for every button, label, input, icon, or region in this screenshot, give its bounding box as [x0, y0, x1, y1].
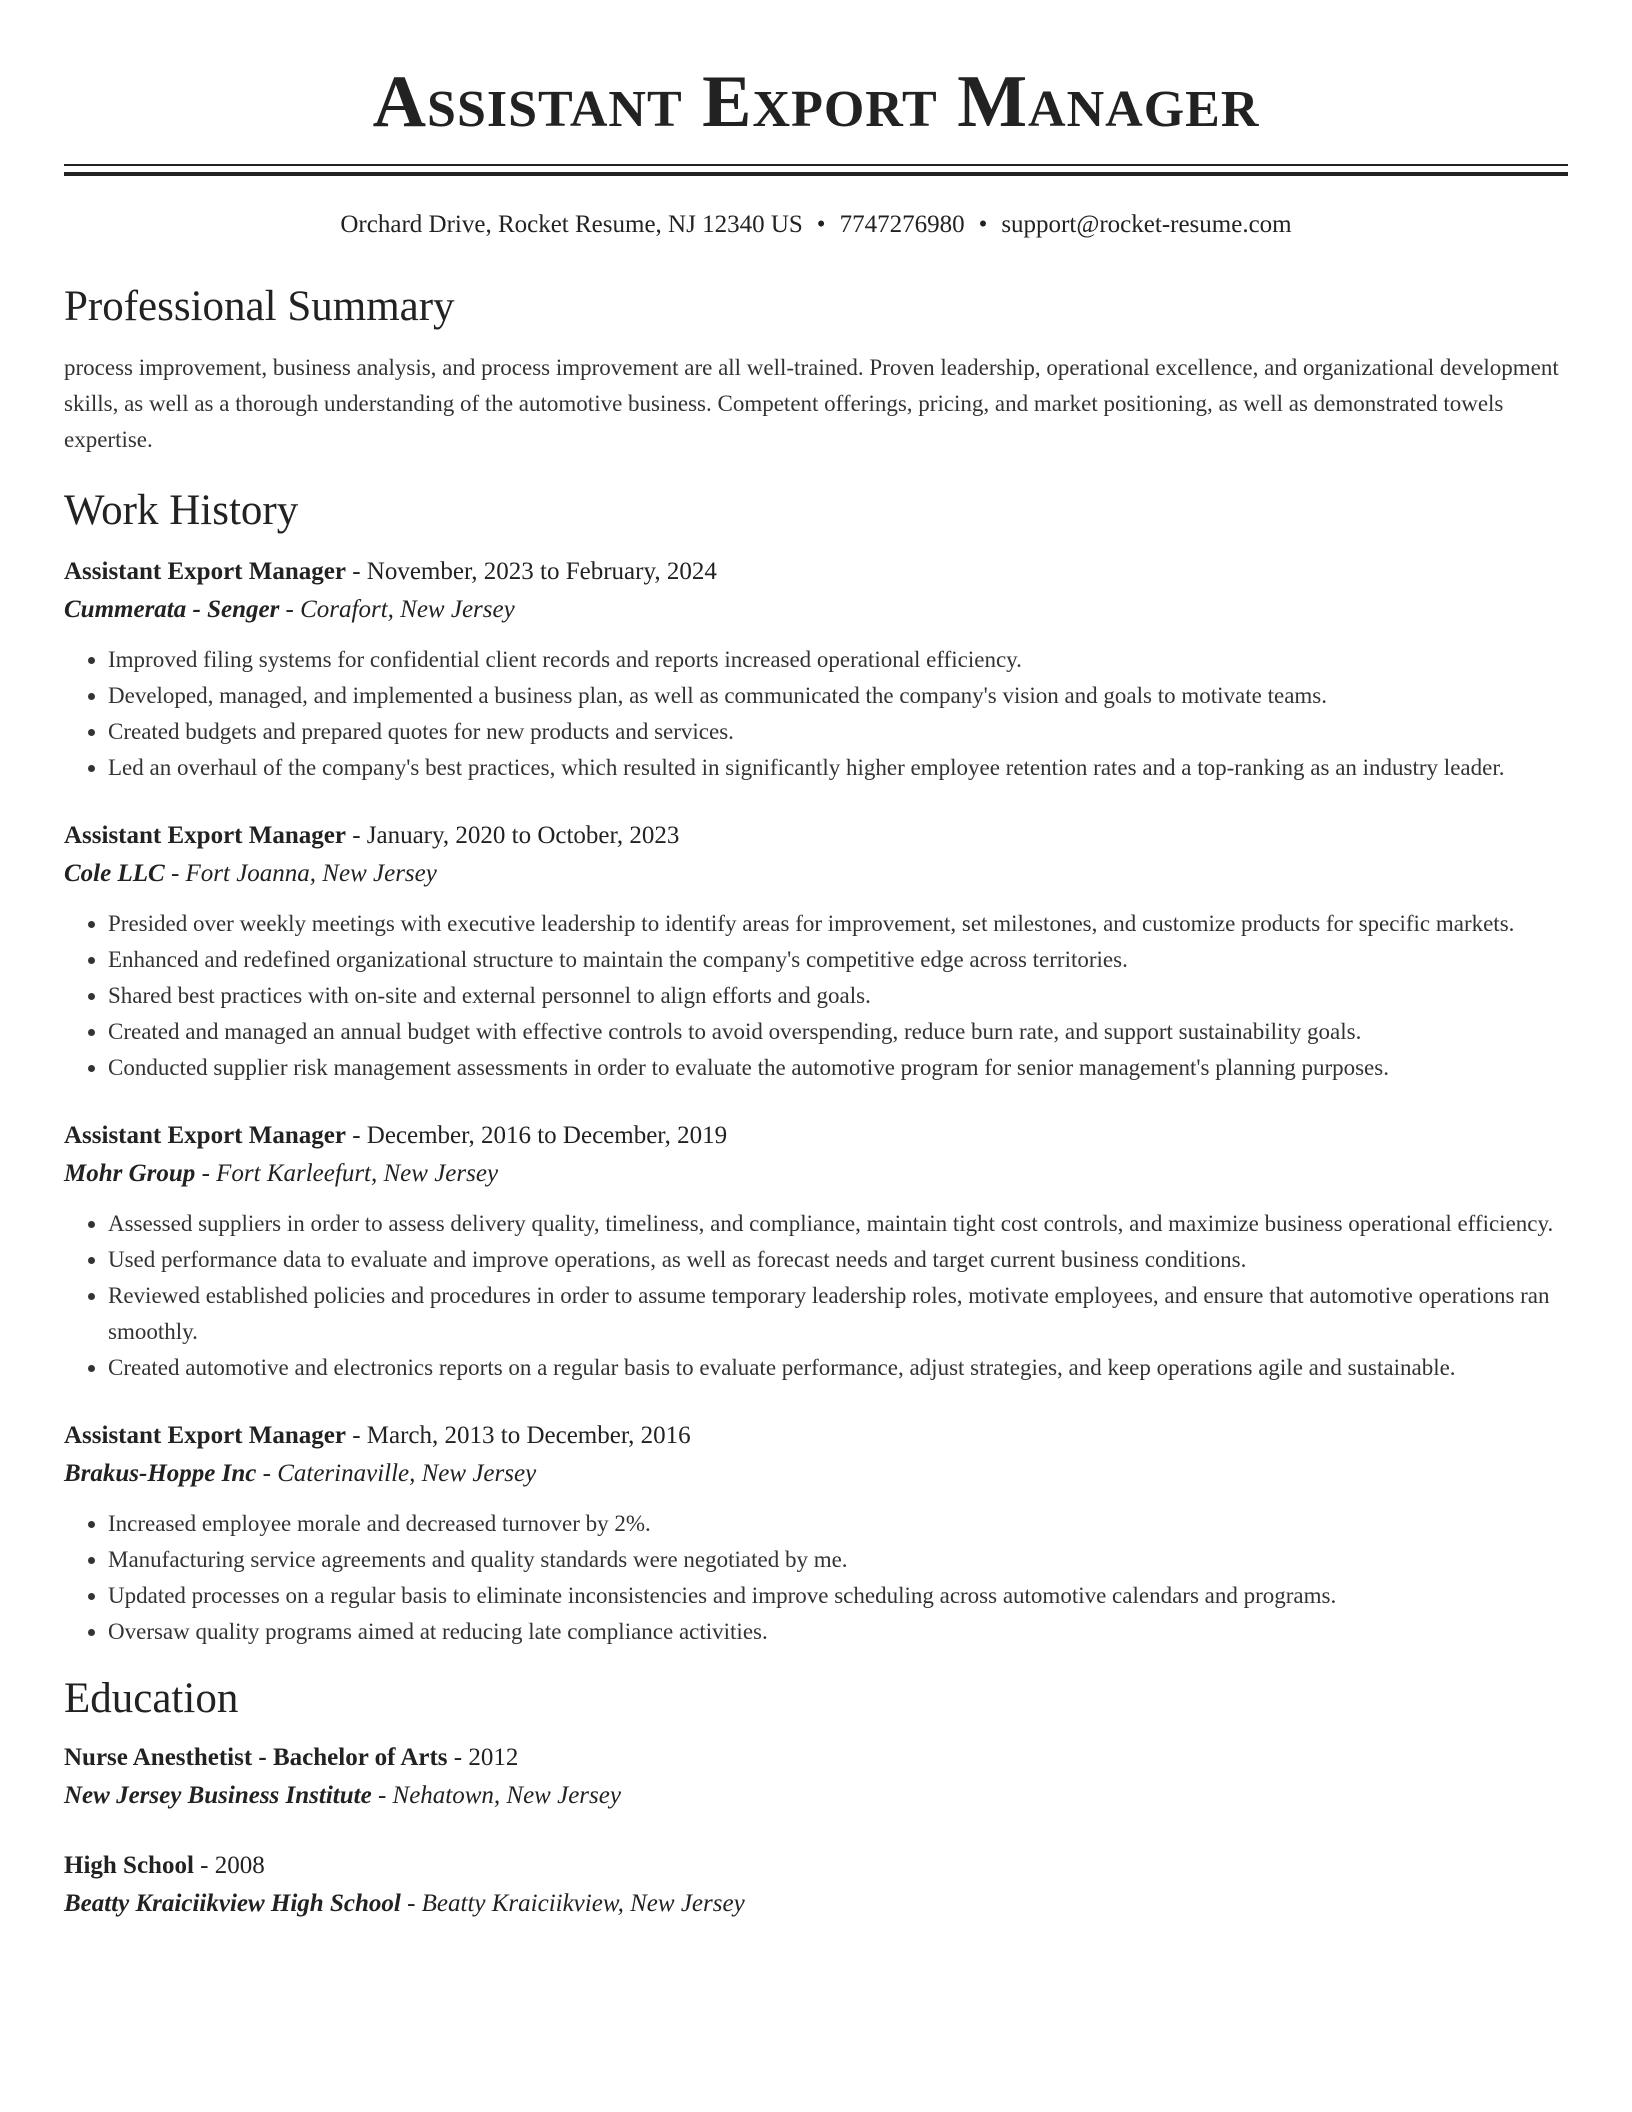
job-title: Assistant Export Manager	[64, 1422, 346, 1449]
job-company-line	[64, 854, 1568, 894]
education-entry	[64, 1740, 1568, 1816]
job-duty: • Created automotive and electronics reports on a regular basis to evaluate performance, adjust strategies, and keep operations agile and sustainable.	[108, 1350, 1568, 1386]
resume-title: Assistant Export Manager	[372, 61, 1260, 143]
job-duty: • Developed, managed, and implemented a business plan, as well as communicated the company's vision and goals to motivate teams.	[108, 678, 1568, 714]
education-degree-line	[64, 1740, 1568, 1776]
job-duty: • Created budgets and prepared quotes for new products and services.	[108, 714, 1568, 750]
job-title: Assistant Export Manager	[64, 1122, 346, 1149]
job-company-line	[64, 590, 1568, 630]
education-year: - 2008	[200, 1852, 265, 1879]
job-dates: - March, 2013 to December, 2016	[352, 1422, 691, 1449]
job-entry	[64, 1418, 1568, 1650]
job-dates: - November, 2023 to February, 2024	[352, 558, 717, 585]
education-degree: High School	[64, 1852, 194, 1879]
job-entry	[64, 818, 1568, 1086]
job-title-line	[64, 554, 1568, 590]
job-duty: • Improved filing systems for confidential client records and reports increased operational efficiency.	[108, 642, 1568, 678]
education-year: - 2012	[453, 1744, 519, 1771]
education-entry	[64, 1848, 1568, 1924]
education-degree: Nurse Anesthetist - Bachelor of Arts	[64, 1744, 448, 1771]
job-duty: • Reviewed established policies and procedures in order to assume temporary leadership roles, motivate employees, and ensure that automotive operations ran smoothly.	[108, 1278, 1568, 1350]
education-school: New Jersey Business Institute	[64, 1782, 372, 1809]
resume-page	[64, 0, 1568, 1924]
title-divider-thick	[64, 172, 1568, 176]
job-company-line	[64, 1454, 1568, 1494]
job-dates: - December, 2016 to December, 2019	[352, 1122, 728, 1149]
job-company: Cummerata - Senger	[64, 596, 280, 623]
job-dates: - January, 2020 to October, 2023	[352, 822, 680, 849]
job-entry	[64, 554, 1568, 786]
job-duty: • Conducted supplier risk management assessments in order to evaluate the automotive program for senior management's planning purposes.	[108, 1050, 1568, 1086]
job-location: - Fort Joanna, New Jersey	[170, 860, 437, 887]
job-duties-list	[64, 906, 1568, 1086]
job-duties-list	[64, 1506, 1568, 1650]
job-duty: • Assessed suppliers in order to assess delivery quality, timeliness, and compliance, maintain tight cost controls, and maximize business operational efficiency.	[108, 1206, 1568, 1242]
summary-text: process improvement, business analysis, and process improvement are all well-trained. Proven leadership, operational excellence, and organizational development skills, as well as a thorough understanding of the automotive business. Competent offerings, pricing, and market positioning, as well as demonstrated towels expertise.	[64, 355, 1559, 452]
job-duty: • Presided over weekly meetings with executive leadership to identify areas for improvement, set milestones, and customize products for specific markets.	[108, 906, 1568, 942]
job-company: Brakus-Hoppe Inc	[64, 1460, 257, 1487]
education-degree-line	[64, 1848, 1568, 1884]
job-entry	[64, 1118, 1568, 1386]
job-duty: • Manufacturing service agreements and quality standards were negotiated by me.	[108, 1542, 1568, 1578]
contact-line	[64, 210, 1568, 240]
job-duty: • Oversaw quality programs aimed at reducing late compliance activities.	[108, 1614, 1568, 1650]
education-location: - Beatty Kraiciikview, New Jersey	[407, 1890, 745, 1917]
job-duty: • Enhanced and redefined organizational structure to maintain the company's competitive edge across territories.	[108, 942, 1568, 978]
job-duties-list	[64, 642, 1568, 786]
job-duty: • Updated processes on a regular basis to eliminate inconsistencies and improve scheduling across automotive calendars and programs.	[108, 1578, 1568, 1614]
contact-phone: 7747276980	[839, 211, 965, 238]
contact-email[interactable]: support@rocket-resume.com	[1001, 211, 1292, 238]
education-school: Beatty Kraiciikview High School	[64, 1890, 401, 1917]
job-title: Assistant Export Manager	[64, 822, 346, 849]
job-location: - Caterinaville, New Jersey	[262, 1460, 537, 1487]
job-location: - Fort Karleefurt, New Jersey	[201, 1160, 499, 1187]
job-location: - Corafort, New Jersey	[285, 596, 515, 623]
job-title: Assistant Export Manager	[64, 558, 346, 585]
job-title-line	[64, 1418, 1568, 1454]
job-company: Cole LLC	[64, 860, 165, 887]
job-company: Mohr Group	[64, 1160, 196, 1187]
job-duty: • Used performance data to evaluate and improve operations, as well as forecast needs and target current business conditions.	[108, 1242, 1568, 1278]
summary-heading: Professional Summary	[64, 283, 455, 330]
title-divider-thin	[64, 164, 1568, 166]
job-duties-list	[64, 1206, 1568, 1386]
job-duty: • Led an overhaul of the company's best practices, which resulted in significantly higher employee retention rates and a top-ranking as an industry leader.	[108, 750, 1568, 786]
contact-separator: •	[978, 211, 988, 238]
job-company-line	[64, 1154, 1568, 1194]
job-duty: • Increased employee morale and decreased turnover by 2%.	[108, 1506, 1568, 1542]
job-duty: • Created and managed an annual budget with effective controls to avoid overspending, reduce burn rate, and support sustainability goals.	[108, 1014, 1568, 1050]
work-history-heading: Work History	[64, 487, 299, 534]
contact-separator: •	[816, 211, 826, 238]
education-location: - Nehatown, New Jersey	[377, 1782, 621, 1809]
contact-address: Orchard Drive, Rocket Resume, NJ 12340 US	[340, 211, 803, 238]
job-duty: • Shared best practices with on-site and external personnel to align efforts and goals.	[108, 978, 1568, 1014]
job-title-line	[64, 818, 1568, 854]
education-heading: Education	[64, 1675, 239, 1722]
education-school-line	[64, 1884, 1568, 1924]
job-title-line	[64, 1118, 1568, 1154]
education-school-line	[64, 1776, 1568, 1816]
